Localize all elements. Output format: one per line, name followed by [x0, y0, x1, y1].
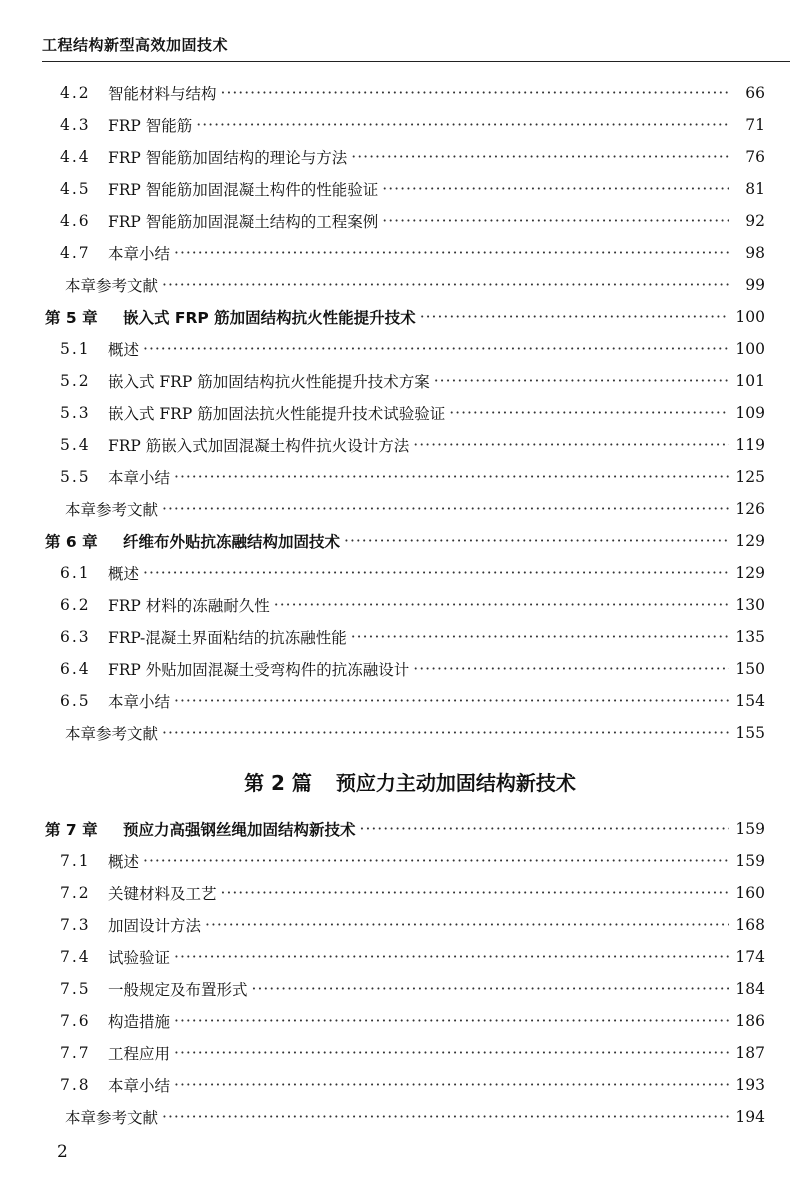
- toc-entry-section[interactable]: [0, 237, 790, 269]
- entry-page: 66: [745, 84, 765, 102]
- entry-title: 本章参考文献: [65, 725, 159, 743]
- entry-page: 92: [745, 212, 765, 230]
- entry-title: 加固设计方法: [108, 917, 202, 935]
- section-number: 7.1: [60, 852, 91, 870]
- toc-entry-section[interactable]: [0, 941, 790, 973]
- dot-leader: [420, 308, 729, 326]
- entry-title: 概述: [108, 565, 140, 583]
- toc-entry-section[interactable]: [0, 333, 790, 365]
- entry-page: 129: [735, 532, 765, 550]
- dot-leader: [449, 404, 729, 422]
- entry-page: 194: [735, 1108, 765, 1126]
- entry-title: 本章小结: [108, 693, 171, 711]
- section-number: 6.5: [60, 692, 91, 710]
- entry-title: FRP 材料的冻融耐久性: [108, 597, 270, 615]
- entry-page: 154: [735, 692, 765, 710]
- dot-leader: [143, 340, 729, 358]
- toc-entry-section[interactable]: [0, 685, 790, 717]
- toc-block-part2: [0, 813, 790, 1133]
- entry-page: 100: [735, 340, 765, 358]
- entry-title: 关键材料及工艺: [108, 885, 217, 903]
- entry-page: 130: [735, 596, 765, 614]
- dot-leader: [274, 596, 729, 614]
- section-number: 4.3: [60, 116, 91, 134]
- dot-leader: [174, 1012, 729, 1030]
- chapter-number: 第 5 章: [45, 309, 98, 327]
- dot-leader: [434, 372, 729, 390]
- entry-page: 125: [735, 468, 765, 486]
- dot-leader: [174, 948, 729, 966]
- entry-title: 预应力高强钢丝绳加固结构新技术: [123, 821, 356, 839]
- toc-entry-chapter[interactable]: [0, 813, 790, 845]
- dot-leader: [162, 276, 729, 294]
- section-number: 7.8: [60, 1076, 91, 1094]
- toc-entry-section[interactable]: [0, 173, 790, 205]
- toc-entry-refs[interactable]: [0, 493, 790, 525]
- section-number: 7.6: [60, 1012, 91, 1030]
- section-number: 7.5: [60, 980, 91, 998]
- table-of-contents: [0, 77, 790, 1133]
- part-title: 预应力主动加固结构新技术: [335, 770, 576, 795]
- toc-entry-chapter[interactable]: [0, 525, 790, 557]
- dot-leader: [174, 468, 729, 486]
- entry-title: 本章小结: [108, 245, 171, 263]
- toc-entry-section[interactable]: [0, 141, 790, 173]
- entry-title: 概述: [108, 341, 140, 359]
- entry-page: 184: [735, 980, 765, 998]
- entry-title: 试验验证: [108, 949, 171, 967]
- entry-title: 本章参考文献: [65, 1109, 159, 1127]
- toc-entry-section[interactable]: [0, 845, 790, 877]
- toc-entry-refs[interactable]: [0, 717, 790, 749]
- toc-entry-section[interactable]: [0, 557, 790, 589]
- entry-title: FRP 筋嵌入式加固混凝土构件抗火设计方法: [108, 437, 410, 455]
- entry-title: FRP 智能筋: [108, 117, 193, 135]
- section-number: 4.4: [60, 148, 91, 166]
- entry-page: 187: [735, 1044, 765, 1062]
- entry-title: FRP-混凝土界面粘结的抗冻融性能: [108, 629, 347, 647]
- section-number: 4.5: [60, 180, 91, 198]
- entry-page: 160: [735, 884, 765, 902]
- section-number: 6.4: [60, 660, 91, 678]
- section-number: 5.3: [60, 404, 91, 422]
- toc-block-part1: [0, 77, 790, 749]
- chapter-number: 第 6 章: [45, 533, 98, 551]
- toc-entry-section[interactable]: [0, 1069, 790, 1101]
- toc-entry-section[interactable]: [0, 653, 790, 685]
- running-title: 工程结构新型高效加固技术: [42, 36, 229, 54]
- entry-page: 126: [735, 500, 765, 518]
- section-number: 4.7: [60, 244, 91, 262]
- entry-page: 76: [745, 148, 765, 166]
- dot-leader: [162, 1108, 729, 1126]
- toc-entry-section[interactable]: [0, 397, 790, 429]
- section-number: 7.3: [60, 916, 91, 934]
- dot-leader: [351, 148, 729, 166]
- dot-leader: [351, 628, 729, 646]
- toc-entry-section[interactable]: [0, 621, 790, 653]
- section-number: 7.7: [60, 1044, 91, 1062]
- entry-page: 186: [735, 1012, 765, 1030]
- entry-title: FRP 智能筋加固混凝土结构的工程案例: [108, 213, 379, 231]
- entry-title: FRP 外贴加固混凝土受弯构件的抗冻融设计: [108, 661, 410, 679]
- toc-entry-section[interactable]: [0, 205, 790, 237]
- entry-title: 一般规定及布置形式: [108, 981, 248, 999]
- dot-leader: [360, 820, 729, 838]
- entry-page: 150: [735, 660, 765, 678]
- section-number: 5.2: [60, 372, 91, 390]
- entry-title: 本章小结: [108, 469, 171, 487]
- section-number: 4.6: [60, 212, 91, 230]
- toc-entry-section[interactable]: [0, 909, 790, 941]
- dot-leader: [382, 180, 729, 198]
- entry-title: 概述: [108, 853, 140, 871]
- page-number: 2: [57, 1142, 68, 1162]
- entry-title: 构造措施: [108, 1013, 171, 1031]
- dot-leader: [196, 116, 729, 134]
- entry-page: 129: [735, 564, 765, 582]
- entry-title: 本章参考文献: [65, 277, 159, 295]
- toc-entry-section[interactable]: [0, 109, 790, 141]
- dot-leader: [162, 724, 729, 742]
- dot-leader: [221, 884, 729, 902]
- dot-leader: [205, 916, 729, 934]
- part-label: 第 2 篇: [244, 770, 312, 795]
- entry-page: 119: [735, 436, 765, 454]
- entry-page: 159: [735, 852, 765, 870]
- section-number: 6.1: [60, 564, 91, 582]
- section-number: 7.4: [60, 948, 91, 966]
- entry-title: 智能材料与结构: [108, 85, 217, 103]
- dot-leader: [382, 212, 729, 230]
- toc-entry-section[interactable]: [0, 429, 790, 461]
- entry-title: 本章小结: [108, 1077, 171, 1095]
- section-number: 6.2: [60, 596, 91, 614]
- dot-leader: [162, 500, 729, 518]
- entry-page: 109: [735, 404, 765, 422]
- dot-leader: [413, 436, 729, 454]
- toc-entry-section[interactable]: [0, 1005, 790, 1037]
- dot-leader: [174, 692, 729, 710]
- toc-entry-section[interactable]: [0, 77, 790, 109]
- entry-title: FRP 智能筋加固结构的理论与方法: [108, 149, 348, 167]
- dot-leader: [174, 1076, 729, 1094]
- entry-page: 81: [745, 180, 765, 198]
- entry-title: 本章参考文献: [65, 501, 159, 519]
- entry-page: 99: [745, 276, 765, 294]
- section-number: 4.2: [60, 84, 91, 102]
- entry-title: 嵌入式 FRP 筋加固法抗火性能提升技术试验验证: [108, 405, 446, 423]
- dot-leader: [143, 852, 729, 870]
- entry-page: 155: [735, 724, 765, 742]
- dot-leader: [143, 564, 729, 582]
- entry-title: 工程应用: [108, 1045, 171, 1063]
- toc-entry-section[interactable]: [0, 461, 790, 493]
- header-rule: [42, 61, 790, 62]
- entry-page: 71: [745, 116, 765, 134]
- entry-title: 纤维布外贴抗冻融结构加固技术: [123, 533, 341, 551]
- toc-entry-section[interactable]: [0, 877, 790, 909]
- dot-leader: [344, 532, 729, 550]
- entry-page: 159: [735, 820, 765, 838]
- entry-page: 101: [735, 372, 765, 390]
- dot-leader: [174, 1044, 729, 1062]
- dot-leader: [174, 244, 729, 262]
- section-number: 5.1: [60, 340, 91, 358]
- chapter-number: 第 7 章: [45, 821, 98, 839]
- section-number: 5.5: [60, 468, 91, 486]
- section-number: 6.3: [60, 628, 91, 646]
- section-number: 7.2: [60, 884, 91, 902]
- entry-page: 168: [735, 916, 765, 934]
- toc-entry-refs[interactable]: [0, 269, 790, 301]
- entry-title: 嵌入式 FRP 筋加固结构抗火性能提升技术方案: [108, 373, 430, 391]
- entry-page: 98: [745, 244, 765, 262]
- entry-page: 135: [735, 628, 765, 646]
- toc-entry-section[interactable]: [0, 973, 790, 1005]
- entry-page: 100: [735, 308, 765, 326]
- toc-entry-refs[interactable]: [0, 1101, 790, 1133]
- dot-leader: [221, 84, 729, 102]
- toc-entry-section[interactable]: [0, 365, 790, 397]
- entry-title: 嵌入式 FRP 筋加固结构抗火性能提升技术: [123, 309, 416, 327]
- entry-page: 193: [735, 1076, 765, 1094]
- part-heading: [0, 749, 790, 813]
- dot-leader: [413, 660, 729, 678]
- entry-page: 174: [735, 948, 765, 966]
- toc-entry-section[interactable]: [0, 589, 790, 621]
- entry-title: FRP 智能筋加固混凝土构件的性能验证: [108, 181, 379, 199]
- toc-entry-chapter[interactable]: [0, 301, 790, 333]
- toc-entry-section[interactable]: [0, 1037, 790, 1069]
- section-number: 5.4: [60, 436, 91, 454]
- dot-leader: [252, 980, 729, 998]
